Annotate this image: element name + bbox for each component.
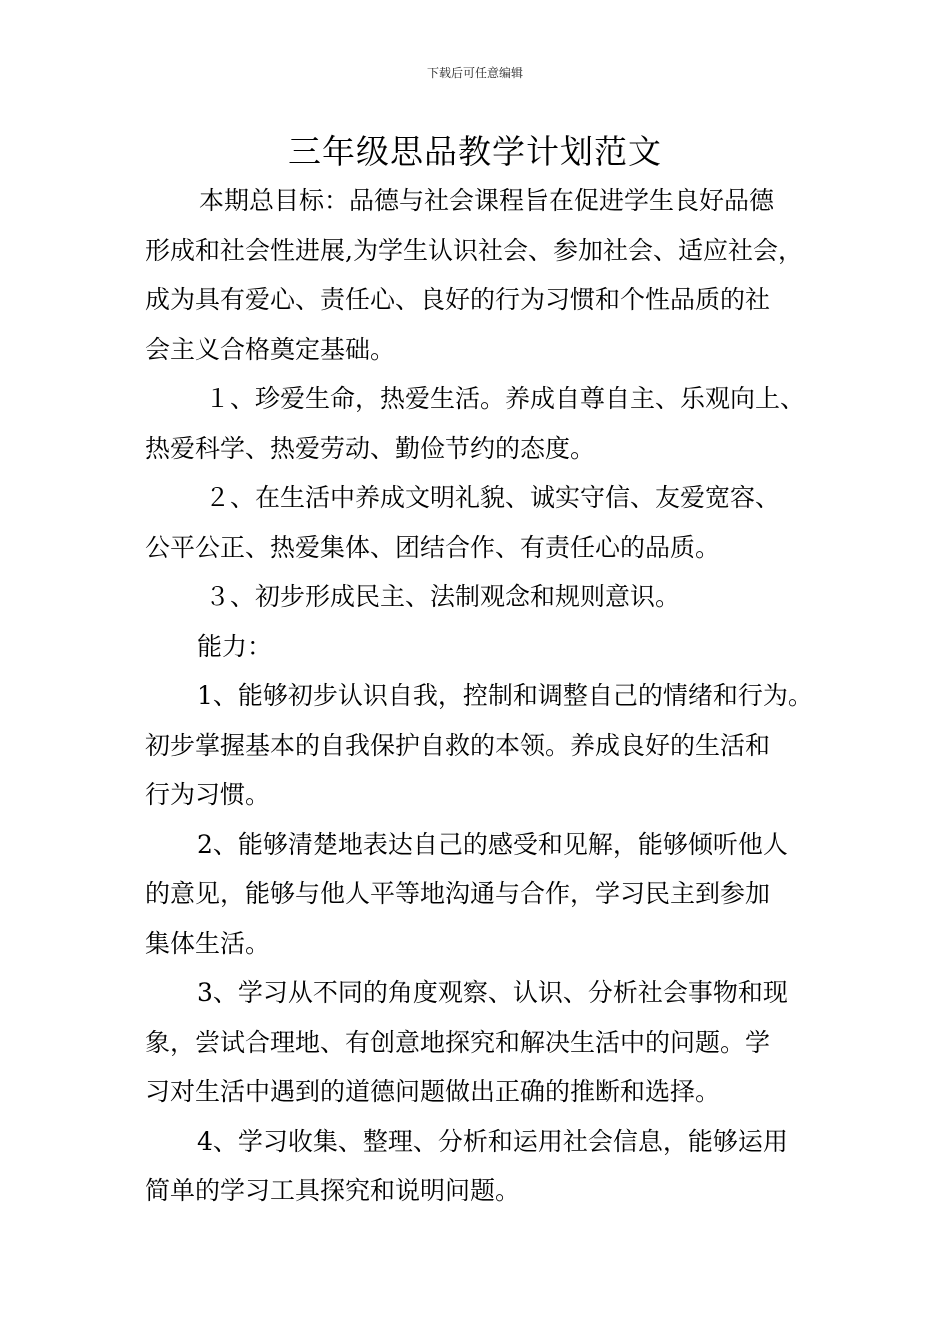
paragraph-line: 成为具有爱心、责任心、良好的行为习惯和个性品质的社	[145, 285, 771, 314]
paragraph-line: 4、学习收集、整理、分析和运用社会信息，能够运用	[197, 1126, 788, 1156]
paragraph-line: 本期总目标：品德与社会课程旨在促进学生良好品德	[199, 186, 775, 215]
paragraph-line: １、珍爱生命，热爱生活。养成自尊自主、乐观向上、	[205, 384, 806, 413]
paragraph-ability-4	[145, 1117, 825, 1216]
paragraph-overall-goal	[145, 176, 825, 374]
paragraph-goal-3	[145, 572, 825, 622]
paragraph-line: 习对生活中遇到的道德问题做出正确的推断和选择。	[145, 1077, 721, 1106]
paragraph-ability-1	[145, 671, 825, 820]
paragraph-line: ３、初步形成民主、法制观念和规则意识。	[205, 582, 681, 611]
paragraph-ability-heading	[145, 622, 825, 672]
paragraph-line: 形成和社会性进展,为学生认识社会、参加社会、适应社会，	[145, 235, 803, 265]
document-title: 三年级思品教学计划范文	[288, 132, 662, 171]
paragraph-line: ２、在生活中养成文明礼貌、诚实守信、友爱宽容、	[205, 483, 781, 512]
paragraph-line: 能力：	[197, 631, 273, 661]
paragraph-line: 集体生活。	[145, 928, 271, 958]
paragraph-line: 行为习惯。	[145, 780, 271, 809]
paragraph-line: 公平公正、热爱集体、团结合作、有责任心的品质。	[145, 532, 721, 562]
paragraph-line: 象，尝试合理地、有创意地探究和解决生活中的问题。学	[145, 1027, 771, 1057]
paragraph-goal-1	[145, 374, 825, 473]
paragraph-line: 会主义合格奠定基础。	[145, 334, 396, 364]
paragraph-line: 初步掌握基本的自我保护自救的本领。养成良好的生活和	[145, 730, 771, 760]
paragraph-ability-3	[145, 968, 825, 1117]
paragraph-line: 热爱科学、热爱劳动、勤俭节约的态度。	[145, 433, 596, 463]
paragraph-line: 简单的学习工具探究和说明问题。	[145, 1176, 521, 1205]
paragraph-line: 的意见，能够与他人平等地沟通与合作，学习民主到参加	[145, 879, 771, 908]
document-body	[145, 176, 825, 1216]
paragraph-goal-2	[145, 473, 825, 572]
header-note: 下载后可任意编辑	[426, 66, 523, 80]
paragraph-ability-2	[145, 820, 825, 969]
paragraph-line: 1、能够初步认识自我，控制和调整自己的情绪和行为。	[197, 681, 813, 710]
paragraph-line: 3、学习从不同的角度观察、认识、分析社会事物和现	[197, 978, 788, 1007]
paragraph-line: 2、能够清楚地表达自己的感受和见解，能够倾听他人	[197, 829, 788, 859]
